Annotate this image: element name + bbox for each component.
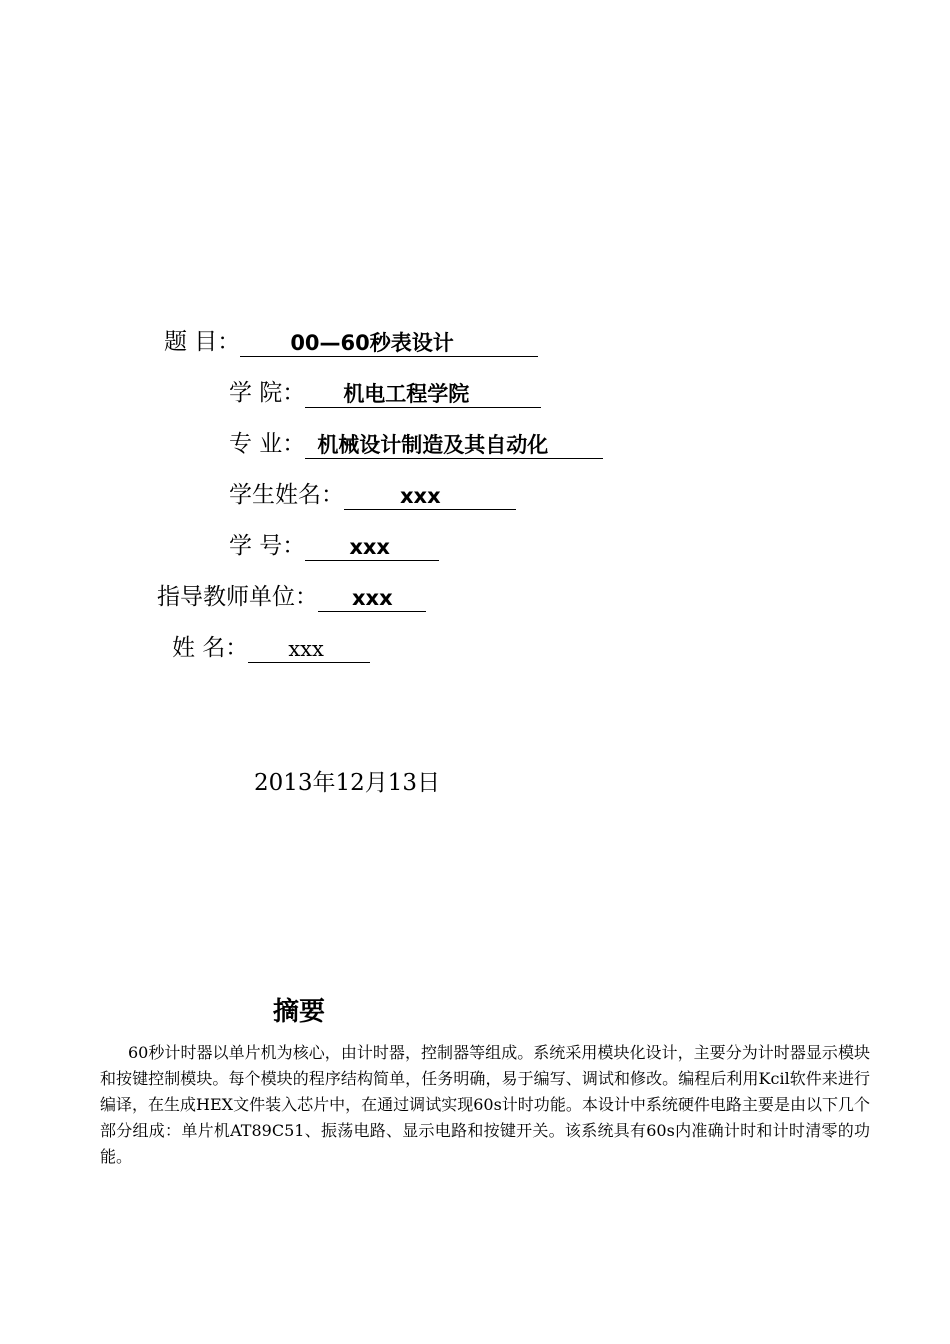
abstract-heading: 摘要: [273, 997, 326, 1027]
student-name-label: 学生姓名：: [229, 482, 344, 508]
advisor-unit-row: [157, 582, 426, 612]
college-row: [229, 378, 541, 408]
college-field: [305, 381, 541, 408]
abstract-body: 60秒计时器以单片机为核心，由计时器，控制器等组成。系统采用模块化设计，主要分为计时器显示模块和按键控制模块。每个模块的程序结构简单，任务明确，易于编写、调试和修改。编程后利用Kcil软件来进行编译，在生成HEX文件装入芯片中，在通过调试实现60s计时功能。本设计中系统硬件电路主要是由以下几个部分组成：单片机AT89C51、振荡电路、显示电路和按键开关。该系统具有60s内准确计时和计时清零的功能。: [100, 1043, 870, 1166]
name-label: 姓 名：: [172, 635, 249, 661]
student-id-field: [305, 534, 439, 561]
student-id-value: xxx: [349, 535, 390, 559]
college-label: 学 院：: [229, 380, 306, 406]
student-name-value: xxx: [400, 484, 441, 508]
student-name-field: [344, 483, 516, 510]
student-id-row: [229, 531, 439, 561]
submission-date: 2013年12月13日: [254, 770, 441, 796]
student-id-label: 学 号：: [229, 533, 306, 559]
name-value: xxx: [288, 637, 324, 661]
advisor-unit-label: 指导教师单位：: [157, 584, 318, 610]
advisor-unit-field: [318, 585, 426, 612]
major-value: 机械设计制造及其自动化: [317, 433, 549, 457]
major-row: [229, 429, 603, 459]
major-label: 专 业：: [229, 431, 306, 457]
student-name-row: [229, 480, 516, 510]
name-row: [172, 633, 370, 663]
name-field: [248, 636, 370, 663]
major-field: [305, 432, 603, 459]
advisor-unit-value: xxx: [352, 586, 393, 610]
title-field: [240, 330, 538, 357]
title-row: [164, 327, 538, 357]
title-value: 00—60秒表设计: [290, 331, 454, 355]
college-value: 机电工程学院: [343, 382, 470, 406]
title-label: 题 目：: [164, 329, 241, 355]
